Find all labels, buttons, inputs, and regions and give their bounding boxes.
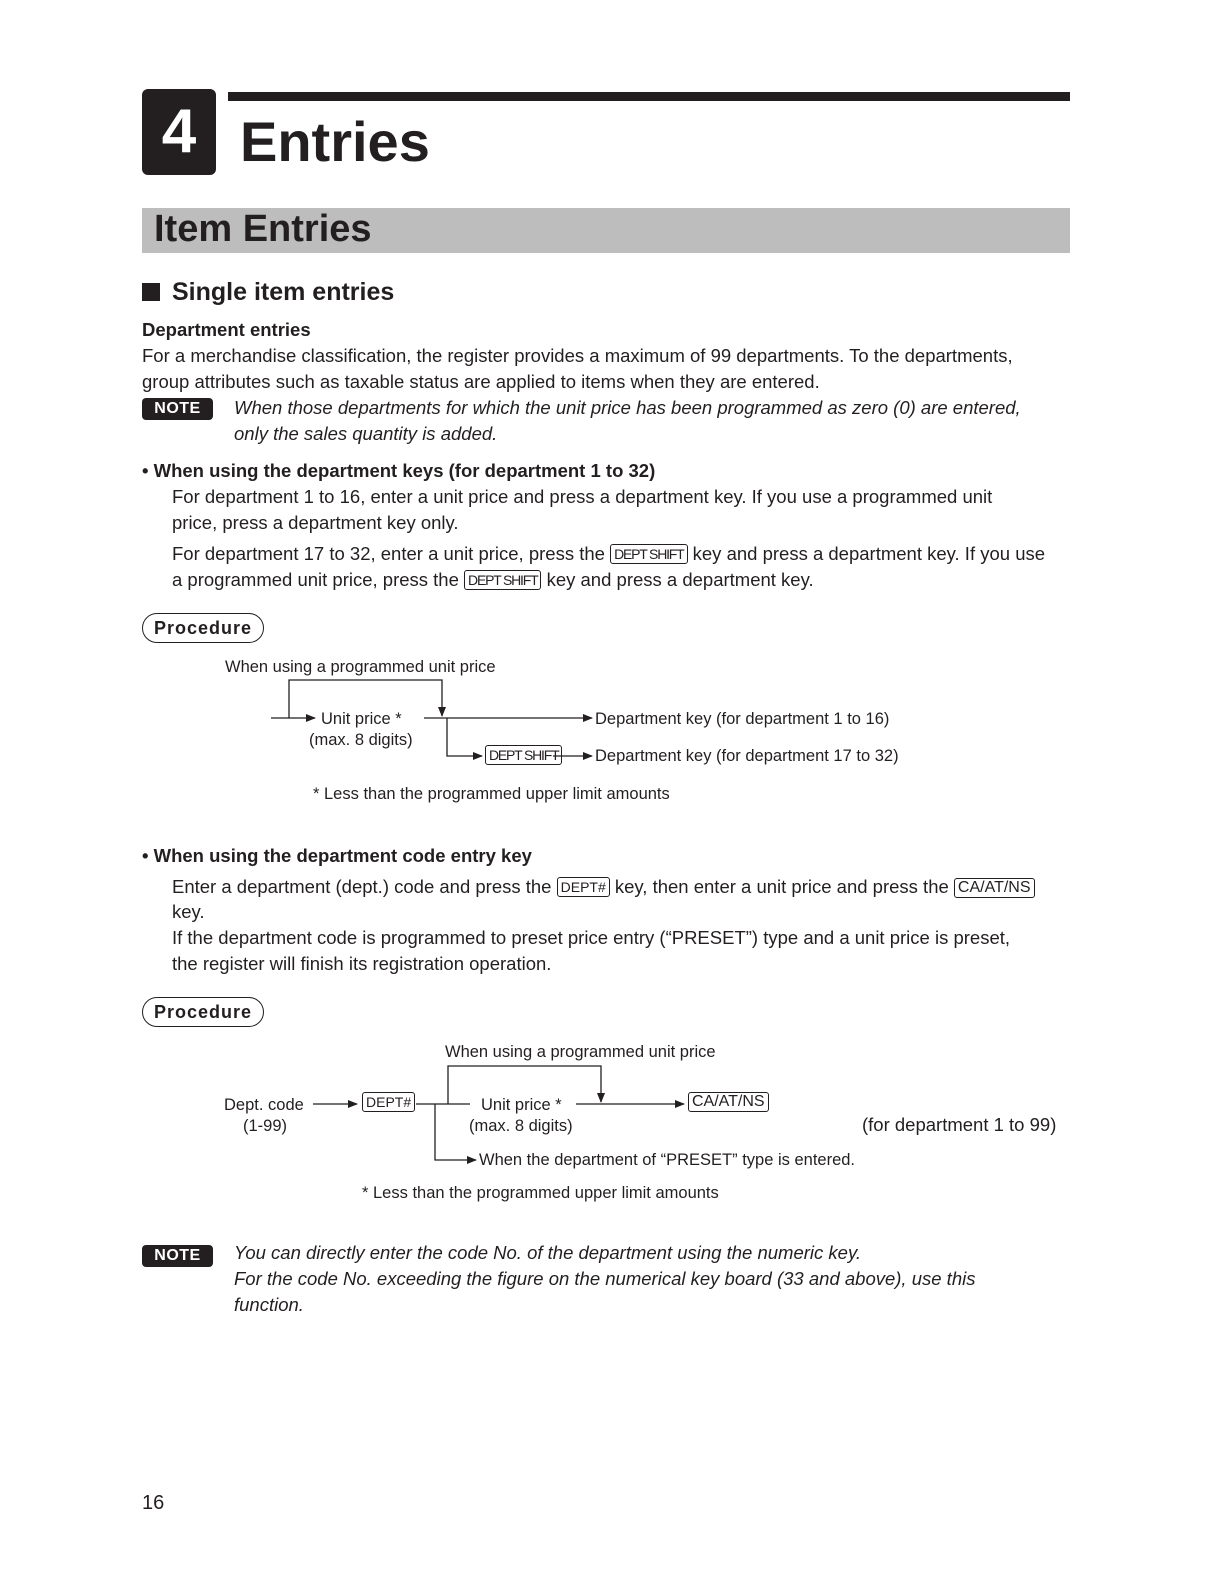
diagram1-unit-price: Unit price * xyxy=(321,710,402,728)
dept-keys-p2-line-1-a: For department 17 to 32, enter a unit price, press the xyxy=(172,543,605,564)
diagram2-unit-price: Unit price * xyxy=(481,1096,562,1114)
dept-code-heading: • When using the department code entry key xyxy=(142,845,532,866)
dept-shift-key-icon: DEPT SHIFT xyxy=(610,544,687,564)
dept-keys-p2-line-2-a: a programmed unit price, press the xyxy=(172,569,459,590)
dept-keys-heading: • When using the department keys (for department 1 to 32) xyxy=(142,460,656,481)
diagram2-footnote: * Less than the programmed upper limit amounts xyxy=(362,1184,719,1202)
dept-shift-key-icon: DEPT SHIFT xyxy=(485,745,562,765)
diagram1-programmed-label: When using a programmed unit price xyxy=(225,658,496,676)
dept-keys-p1-line-1: For department 1 to 16, enter a unit price and press a department key. If you use a programmed unit xyxy=(172,486,993,507)
note1-line-2: only the sales quantity is added. xyxy=(234,423,498,444)
diagram1-dest-2: Department key (for department 17 to 32) xyxy=(595,747,899,765)
chapter-number: 4 xyxy=(161,97,197,166)
dept-number-key-icon: DEPT# xyxy=(557,877,610,897)
dept-number-key-icon: DEPT# xyxy=(362,1092,415,1112)
page-number: 16 xyxy=(142,1492,165,1514)
dept-keys-p2-line-1-b: key and press a department key. If you use xyxy=(692,543,1046,564)
procedure-label: Procedure xyxy=(142,997,264,1027)
diagram2-dept-code: Dept. code xyxy=(224,1096,304,1114)
note1-line-1: When those departments for which the unit price has been programmed as zero (0) are entered, xyxy=(234,397,1021,418)
dept-code-line-3: If the department code is programmed to preset price entry (“PRESET”) type and a unit price is preset, xyxy=(172,927,1011,948)
note2-line-3: function. xyxy=(234,1294,304,1315)
subsection-title: Single item entries xyxy=(172,278,395,306)
note-badge: NOTE xyxy=(142,1245,213,1267)
ca-at-ns-key-icon: CA/AT/NS xyxy=(954,878,1035,898)
diagram2-programmed-label: When using a programmed unit price xyxy=(445,1043,716,1061)
note-badge: NOTE xyxy=(142,398,213,420)
diagram2-dept-range: (1-99) xyxy=(243,1117,288,1135)
dept-keys-p1-line-2: price, press a department key only. xyxy=(172,512,459,533)
dept-entries-line-1: For a merchandise classification, the register provides a maximum of 99 departments. To the departments, xyxy=(142,345,1013,366)
dept-shift-key-icon: DEPT SHIFT xyxy=(464,570,541,590)
dept-code-line-2: key. xyxy=(172,901,205,922)
diagram2-preset-label: When the department of “PRESET” type is entered. xyxy=(479,1151,856,1169)
diagram2-range-note: (for department 1 to 99) xyxy=(862,1114,1057,1135)
dept-code-line-4: the register will finish its registration operation. xyxy=(172,953,552,974)
dept-entries-heading: Department entries xyxy=(142,319,311,340)
diagram1-dest-1: Department key (for department 1 to 16) xyxy=(595,710,890,728)
ca-at-ns-key-icon: CA/AT/NS xyxy=(688,1092,769,1112)
note2-line-1: You can directly enter the code No. of the department using the numeric key. xyxy=(234,1242,861,1263)
chapter-title: Entries xyxy=(240,110,430,173)
diagram1-max-digits: (max. 8 digits) xyxy=(309,731,413,749)
dept-code-line-1-b: key, then enter a unit price and press the xyxy=(614,876,949,897)
dept-keys-p2-line-2-b: key and press a department key. xyxy=(546,569,814,590)
diagram2-max-digits: (max. 8 digits) xyxy=(469,1117,573,1135)
procedure-label: Procedure xyxy=(142,613,264,643)
dept-code-line-1-a: Enter a department (dept.) code and press the xyxy=(172,876,552,897)
section-title: Item Entries xyxy=(154,208,372,250)
dept-entries-line-2: group attributes such as taxable status are applied to items when they are entered. xyxy=(142,371,820,392)
note2-line-2: For the code No. exceeding the figure on the numerical key board (33 and above), use this xyxy=(234,1268,976,1289)
diagram1-footnote: * Less than the programmed upper limit amounts xyxy=(313,785,670,803)
